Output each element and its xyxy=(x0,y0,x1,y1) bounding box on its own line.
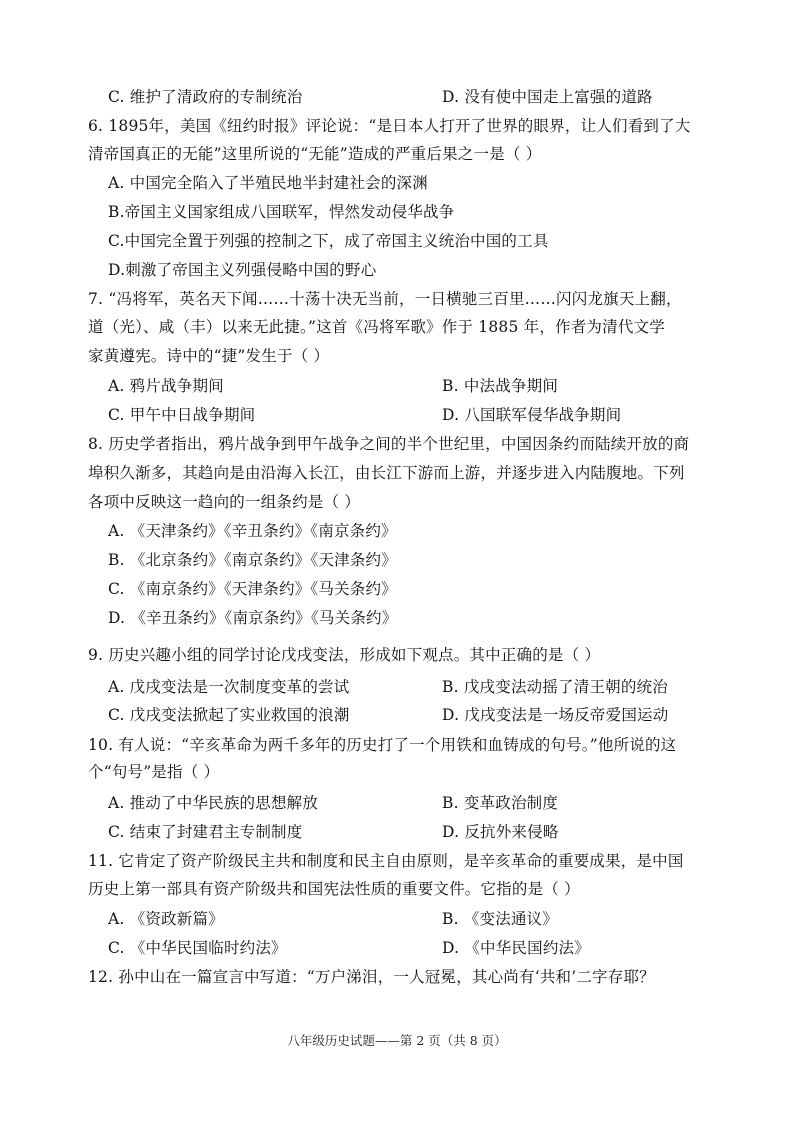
option-10b: B. 变革政治制度 xyxy=(442,794,559,812)
question-12-line-1: 12. 孙中山在一篇宣言中写道：“万户涕泪，一人冠冕，其心尚有‘共和’二字存耶？ xyxy=(88,968,655,986)
option-11c: C. 《中华民国临时约法》 xyxy=(108,939,287,957)
option-9d: D. 戊戌变法是一场反帝爱国运动 xyxy=(442,706,669,724)
question-10-line-1: 10. 有人说：“辛亥革命为两千多年的历史打了一个用铁和血铸成的句号。”他所说的这 xyxy=(88,736,677,754)
question-7-line-3: 家黄遵宪。诗中的“捷”发生于（ ） xyxy=(88,347,330,365)
option-11b: B. 《变法通议》 xyxy=(442,910,559,928)
option-10c: C. 结束了封建君主专制制度 xyxy=(108,823,303,841)
option-7a: A. 鸦片战争期间 xyxy=(108,377,224,395)
question-8-line-2: 埠积久渐多，其趋向是由沿海入长江，由长江下游而上游，并逐步进入内陆腹地。下列 xyxy=(88,464,685,482)
page-footer: 八年级历史试题——第 2 页（共 8 页） xyxy=(287,1033,507,1048)
option-9a: A. 戊戌变法是一次制度变革的尝试 xyxy=(108,678,350,696)
question-7-line-1: 7. “冯将军，英名天下闻……十荡十决无当前，一日横驰三百里……闪闪龙旗天上翻， xyxy=(88,290,682,308)
question-6-line-1: 6. 1895年，美国《纽约时报》评论说：“是日本人打开了世界的眼界，让人们看到了大 xyxy=(88,117,691,135)
option-7b: B. 中法战争期间 xyxy=(442,377,559,395)
option-5c: C. 维护了清政府的专制统治 xyxy=(108,88,303,106)
option-8a: A. 《天津条约》《辛丑条约》《南京条约》 xyxy=(108,522,397,540)
option-8d: D. 《辛丑条约》《南京条约》《马关条约》 xyxy=(108,609,398,627)
option-8b: B. 《北京条约》《南京条约》《天津条约》 xyxy=(108,551,397,569)
option-11a: A. 《资政新篇》 xyxy=(108,910,224,928)
question-11-line-2: 历史上第一部具有资产阶级共和国宪法性质的重要文件。它指的是（ ） xyxy=(88,880,580,898)
question-9: 9. 历史兴趣小组的同学讨论戊戌变法，形成如下观点。其中正确的是（ ） xyxy=(88,646,601,664)
option-9b: B. 戊戌变法动摇了清王朝的统治 xyxy=(442,678,668,696)
option-10d: D. 反抗外来侵略 xyxy=(442,823,559,841)
option-6c: C.中国完全置于列强的控制之下，成了帝国主义统治中国的工具 xyxy=(108,232,549,250)
option-8c: C. 《南京条约》《天津条约》《马关条约》 xyxy=(108,580,397,598)
option-10a: A. 推动了中华民族的思想解放 xyxy=(108,794,319,812)
option-6a: A. 中国完全陷入了半殖民地半封建社会的深渊 xyxy=(108,174,428,192)
option-6b: B.帝国主义国家组成八国联军，悍然发动侵华战争 xyxy=(108,203,455,221)
option-5d: D. 没有使中国走上富强的道路 xyxy=(442,88,653,106)
question-7-line-2: 道（光）、咸（丰）以来无此捷。”这首《冯将军歌》作于 1885 年，作者为清代文学 xyxy=(88,318,665,336)
question-8-line-1: 8. 历史学者指出，鸦片战争到甲午战争之间的半个世纪里，中国因条约而陆续开放的商 xyxy=(88,435,690,453)
question-8-line-3: 各项中反映这一趋向的一组条约是（ ） xyxy=(88,493,361,511)
option-6d: D.刺激了帝国主义列强侵略中国的野心 xyxy=(108,261,377,279)
option-11d: D. 《中华民国约法》 xyxy=(442,939,590,957)
option-7c: C. 甲午中日战争期间 xyxy=(108,406,256,424)
question-11-line-1: 11. 它肯定了资产阶级民主共和制度和民主自由原则，是辛亥革命的重要成果，是中国 xyxy=(88,852,684,870)
question-10-line-2: 个“句号”是指（ ） xyxy=(88,763,220,781)
option-7d: D. 八国联军侵华战争期间 xyxy=(442,406,622,424)
option-9c: C. 戊戌变法掀起了实业救国的浪潮 xyxy=(108,706,350,724)
question-6-line-2: 清帝国真正的无能”这里所说的“无能”造成的严重后果之一是（ ） xyxy=(88,145,542,163)
